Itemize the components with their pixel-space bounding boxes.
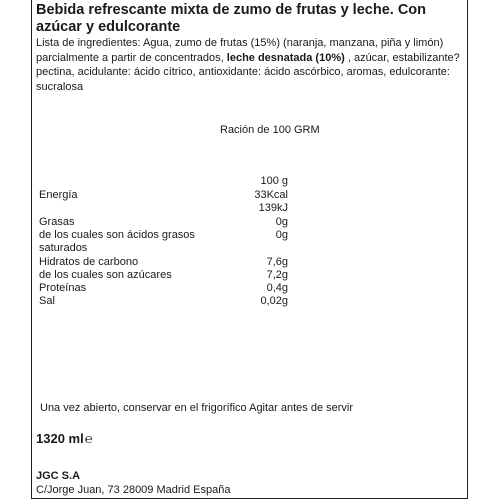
nutrition-label-protein: Proteínas <box>39 282 87 294</box>
company-address: C/Jorge Juan, 73 28009 Madrid España <box>36 484 231 496</box>
nutrition-value-saturated: 0g <box>275 229 288 241</box>
nutrition-label-energy: Energía <box>39 189 78 201</box>
nutrition-label-carbs: Hidratos de carbono <box>39 256 139 268</box>
nutrition-value-carbs: 7,6g <box>266 256 288 268</box>
nutrition-value-salt: 0,02g <box>260 295 288 307</box>
net-volume <box>36 431 93 446</box>
portion-label: Ración de 100 GRM <box>220 124 320 136</box>
ingredients-text-1: Lista de ingredientes: Agua, zumo de frutas (15%) (naranja, manzana, piña y limón) parcialmente a partir de concentrados, <box>36 37 444 64</box>
net-volume-value: 1320 ml <box>36 431 84 446</box>
nutrition-column-header: 100 g <box>260 175 288 187</box>
nutrition-label-salt: Sal <box>39 295 55 307</box>
nutrition-value-fat: 0g <box>275 216 288 228</box>
company-name: JGC S.A <box>36 470 81 482</box>
nutrition-value-energy-kcal: 33Kcal <box>254 189 288 201</box>
nutrition-label-fat: Grasas <box>39 216 75 228</box>
ingredients-text-2: , azúcar, estabilizante? pectina, acidulante: ácido cítrico, antioxidante: ácido ascórbico, aromas, edulcorante: sucralosa <box>36 51 460 93</box>
nutrition-label-sugars: de los cuales son azúcares <box>39 269 172 281</box>
estimated-sign-icon: ℮ <box>84 431 93 446</box>
ingredients-list <box>36 36 461 94</box>
nutrition-value-energy-kj: 139kJ <box>258 202 288 214</box>
ingredients-bold: leche desnatada (10%) <box>226 51 345 64</box>
product-title: Bebida refrescante mixta de zumo de frutas y leche. Con azúcar y edulcorante <box>36 2 427 35</box>
storage-note: Una vez abierto, conservar en el frigorífico Agitar antes de servir <box>40 402 354 414</box>
nutrition-value-sugars: 7,2g <box>266 269 288 281</box>
nutrition-value-protein: 0,4g <box>266 282 288 294</box>
nutrition-label-saturated: de los cuales son ácidos grasos saturados <box>39 229 195 254</box>
